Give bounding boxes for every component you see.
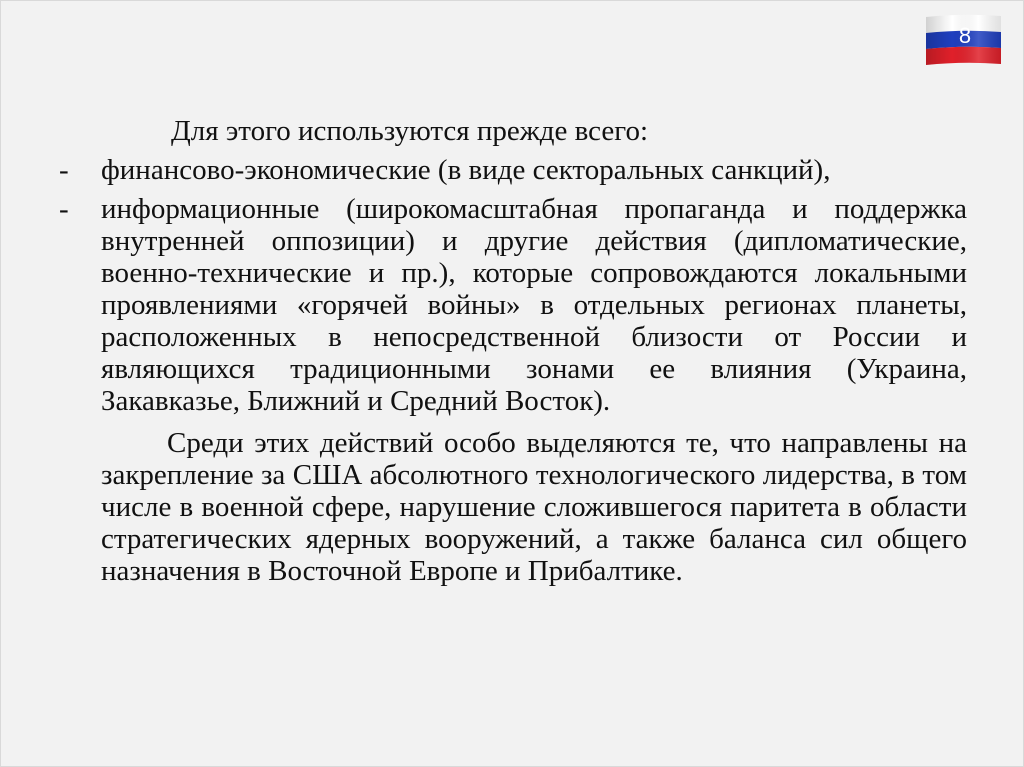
dash-marker: - — [59, 193, 69, 225]
body-paragraph: Среди этих действий особо выделяются те, что направлены на закрепление за США абсолютного технологического лидерства, в том числе в военной сфере, нарушение сложившегося паритета в области стратегических ядерных вооружений, а также баланса сил общего назначения в Восточной Европе и Прибалтике. — [101, 427, 967, 587]
dash-marker: - — [59, 154, 69, 186]
list-item — [59, 154, 967, 186]
list-item-text: финансово-экономические (в виде секторальных санкций), — [101, 154, 831, 186]
bullet-list — [59, 154, 967, 417]
intro-paragraph: Для этого используются прежде всего: — [171, 115, 648, 147]
list-item-text: информационные (широкомасштабная пропаганда и поддержка внутренней оппозиции) и другие действия (дипломатические, военно-технические и пр.), которые сопровождаются локальными проявлениями «горячей войны» в отдельных регионах планеты, расположенных в непосредственной близости от России и являющихся традиционными зонами ее влияния (Украина, Закавказье, Ближний и Средний Восток). — [101, 193, 967, 417]
page-number: 8 — [958, 23, 972, 48]
slide-body — [59, 115, 967, 587]
list-item — [59, 193, 967, 417]
